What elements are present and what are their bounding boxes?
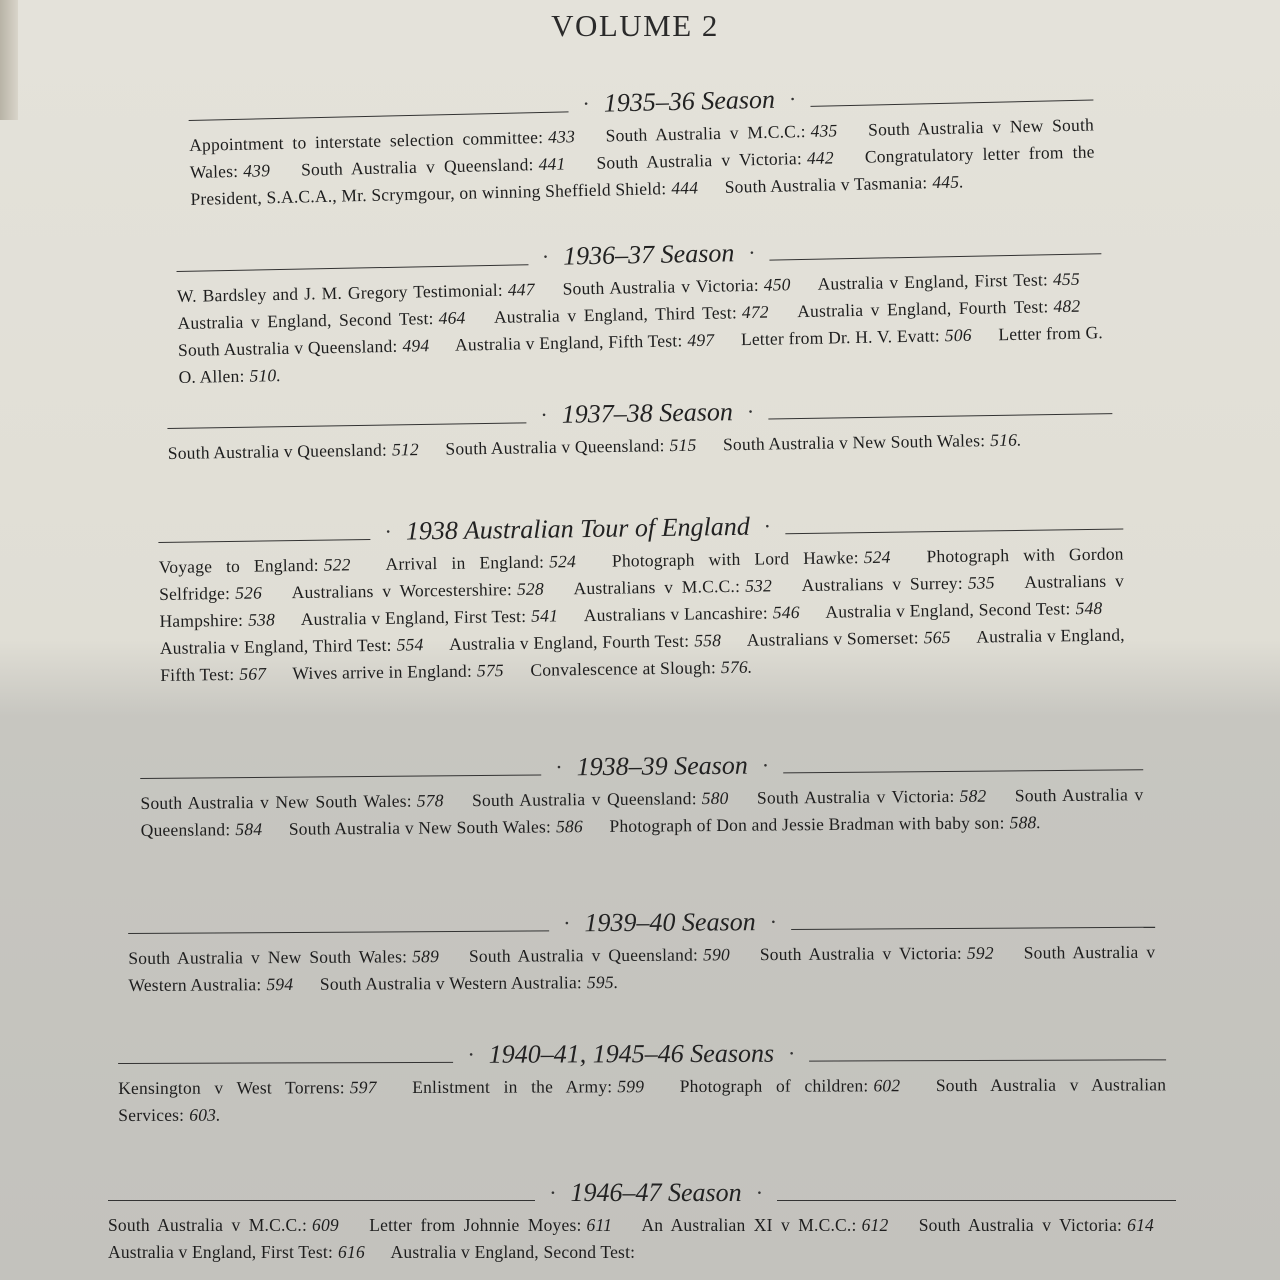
entry-title: South Australia v New South Wales: <box>722 430 986 455</box>
heading-bullet: · <box>746 398 755 424</box>
heading-bullet: · <box>769 909 778 935</box>
contents-entry <box>455 330 715 355</box>
contents-entry <box>301 605 559 629</box>
section-heading: 1935–36 Season <box>603 84 776 118</box>
entry-page-number: 524 <box>548 551 577 572</box>
section-heading: 1936–37 Season <box>562 238 735 271</box>
volume-title: VOLUME 2 <box>551 8 719 43</box>
heading-bullet: · <box>788 86 797 112</box>
entry-title: South Australia v M.C.C.: <box>108 1215 308 1235</box>
entry-title: South Australia v Queensland: <box>167 439 388 463</box>
heading-bullet: · <box>541 243 550 269</box>
entry-title: Australians v Surrey: <box>801 572 964 596</box>
section-heading: 1938 Australian Tour of England <box>405 511 750 546</box>
section-heading-row <box>108 1172 1176 1208</box>
heading-rule-right <box>809 1059 1166 1061</box>
entry-title: South Australia v Victoria: <box>759 942 963 965</box>
entry-title: W. Bardsley and J. M. Gregory Testimonial: <box>176 279 504 306</box>
entry-page-number: 595. <box>586 972 619 993</box>
entry-page-number: 611 <box>586 1215 613 1235</box>
entry-page-number: 580 <box>701 787 729 809</box>
entry-title: South Australia v Victoria: <box>562 274 759 299</box>
section-entries <box>108 1212 1176 1266</box>
entry-page-number: 522 <box>323 554 351 575</box>
entry-title: Australia v England, First Test: <box>300 605 527 630</box>
season-section <box>176 225 1104 391</box>
contents-entry <box>159 554 351 577</box>
section-entries <box>189 111 1096 213</box>
section-entries <box>177 265 1104 391</box>
section-heading-row <box>140 741 1143 786</box>
entry-title: Australians v Hampshire: <box>159 570 1125 631</box>
heading-bullet: · <box>582 90 591 117</box>
entry-title: South Australia v Tasmania: <box>724 172 928 197</box>
entry-title: South Australia v M.C.C.: <box>605 121 806 146</box>
entry-title: South Australia v New South Wales: <box>189 114 1095 182</box>
entry-title: An Australian XI v M.C.C.: <box>641 1215 857 1235</box>
entry-page-number: 515 <box>669 434 697 456</box>
entry-title: Australia v England, Third Test: <box>159 634 392 658</box>
contents-entry <box>562 274 790 298</box>
entry-title: Australians v Lancashire: <box>583 602 768 626</box>
contents-entry <box>741 325 972 349</box>
heading-rule-left <box>108 1200 535 1201</box>
section-entries <box>140 781 1143 844</box>
entry-page-number: 512 <box>391 439 420 460</box>
contents-entry <box>412 1076 644 1097</box>
contents-entry <box>385 551 576 574</box>
contents-entry <box>472 788 729 810</box>
entry-page-number: 614 <box>1127 1215 1154 1235</box>
entry-page-number: 445. <box>932 171 965 193</box>
entry-title: Australia v England, Second Test: <box>390 1242 636 1262</box>
entry-page-number: 576. <box>720 656 753 678</box>
entry-title: Voyage to England: <box>158 554 319 577</box>
contents-entry <box>596 147 834 172</box>
season-section <box>158 501 1125 689</box>
contents-entry <box>797 296 1080 321</box>
entry-title: Australia v England, First Test: <box>817 269 1049 294</box>
entry-title: Australians v Somerset: <box>746 627 919 650</box>
entry-title: South Australia v New South Wales: <box>288 816 552 839</box>
section-heading-row <box>128 899 1155 941</box>
contents-entry <box>530 657 752 680</box>
contents-entry <box>612 547 891 571</box>
contents-entry <box>369 1215 612 1235</box>
entry-title: South Australia v New South Wales: <box>140 790 412 813</box>
heading-rule-left <box>177 264 528 272</box>
contents-entry <box>609 812 1041 836</box>
contents-entry <box>919 1215 1154 1235</box>
section-heading: 1937–38 Season <box>561 397 734 429</box>
entry-title: Congratulatory letter from the President, S.A.C.A., Mr. Scrymgour, on winning Sheffield Shield: <box>190 141 1095 209</box>
entry-page-number: 590 <box>703 944 730 965</box>
entry-title: Australia v England, First Test: <box>108 1242 334 1262</box>
entry-page-number: 439 <box>242 160 271 181</box>
entry-page-number: 599 <box>617 1076 645 1097</box>
contents-entry <box>108 1242 365 1262</box>
contents-entry <box>178 335 430 360</box>
entry-page-number: 558 <box>694 630 722 651</box>
entry-title: Convalescence at Slough: <box>530 657 717 680</box>
entry-page-number: 528 <box>516 578 545 599</box>
heading-bullet: · <box>384 518 393 544</box>
entry-page-number: 541 <box>531 605 559 626</box>
contents-entry <box>725 171 964 196</box>
entry-page-number: 609 <box>312 1215 339 1235</box>
contents-entry <box>573 575 772 598</box>
contents-entry <box>160 634 424 658</box>
entry-title: Letter from Johnnie Moyes: <box>369 1215 582 1235</box>
heading-rule-left <box>189 111 569 121</box>
heading-bullet: · <box>755 1180 764 1205</box>
entry-page-number: 554 <box>396 634 424 655</box>
entry-page-number: 548 <box>1075 597 1103 619</box>
contents-entry <box>292 579 544 603</box>
entry-page-number: 546 <box>772 602 800 623</box>
entry-page-number: 588. <box>1009 812 1042 833</box>
entry-page-number: 494 <box>402 335 430 356</box>
entry-page-number: 441 <box>538 153 566 175</box>
heading-bullet: · <box>555 754 563 780</box>
entry-title: Wives arrive in England: <box>292 660 473 684</box>
entry-title: Australia v England, Fifth Test: <box>160 624 1125 685</box>
contents-entry <box>320 972 619 994</box>
entry-page-number: 444 <box>671 177 699 199</box>
entry-page-number: 506 <box>944 324 972 346</box>
entry-title: Australia v England, Fourth Test: <box>449 630 690 654</box>
entry-title: Kensington v West Torrens: <box>118 1077 345 1098</box>
entry-page-number: 594 <box>266 973 294 995</box>
entry-page-number: 612 <box>861 1215 889 1235</box>
entry-page-number: 435 <box>810 120 838 141</box>
section-entries <box>118 1071 1166 1129</box>
entry-title: South Australia v New South Wales: <box>128 946 408 968</box>
contents-entry <box>168 439 419 463</box>
entry-title: Australia v England, Second Test: <box>825 598 1071 622</box>
section-heading: 1940–41, 1945–46 Seasons <box>488 1038 775 1069</box>
heading-rule-left <box>158 539 370 543</box>
entry-page-number: 592 <box>966 942 994 963</box>
heading-rule-left <box>128 930 549 934</box>
entry-page-number: 567 <box>239 663 267 684</box>
entry-title: South Australia v Australian Services: <box>118 1074 1167 1125</box>
contents-entry <box>140 790 443 813</box>
contents-entry <box>584 602 800 625</box>
entry-title: Photograph of children: <box>679 1075 869 1097</box>
heading-bullet: · <box>748 239 756 266</box>
contents-entry <box>469 944 730 966</box>
heading-rule-left <box>118 1062 453 1064</box>
contents-entry <box>108 1215 339 1235</box>
season-section <box>108 1172 1176 1266</box>
entry-page-number: 532 <box>744 575 773 596</box>
season-section <box>167 385 1113 467</box>
contents-entry <box>825 598 1102 622</box>
entry-title: South Australia v Victoria: <box>596 148 803 173</box>
entry-page-number: 442 <box>806 147 835 168</box>
entry-page-number: 578 <box>416 790 444 811</box>
entry-page-number: 589 <box>412 946 440 967</box>
season-section <box>118 1031 1166 1129</box>
contents-entry <box>494 302 769 327</box>
entry-page-number: 433 <box>547 126 576 147</box>
entry-title: Australia v England, Third Test: <box>493 302 738 327</box>
entry-page-number: 582 <box>959 785 987 806</box>
entry-title: South Australia v Queensland: <box>468 944 699 966</box>
entry-title: Photograph with Lord Hawke: <box>611 547 859 571</box>
entry-title: Letter from G. O. Allen: <box>178 322 1104 387</box>
contents-entry <box>680 1075 901 1096</box>
entry-title: Australians v Worcestershire: <box>291 579 513 603</box>
section-heading: 1946–47 Season <box>570 1178 742 1207</box>
entry-page-number: 447 <box>507 279 535 300</box>
entry-page-number: 538 <box>248 609 276 630</box>
heading-rule-right <box>770 253 1102 260</box>
contents-entry <box>445 435 696 459</box>
heading-rule-right <box>768 413 1112 419</box>
heading-rule-left <box>167 422 526 429</box>
contents-entry <box>292 660 504 683</box>
contents-entry <box>449 630 721 654</box>
heading-rule-right <box>783 769 1143 773</box>
contents-entry <box>177 307 465 333</box>
entry-title: Australia v England, Fifth Test: <box>454 330 683 355</box>
heading-rule-right <box>785 529 1123 535</box>
entry-page-number: 603. <box>189 1104 221 1125</box>
contents-entry <box>177 279 535 306</box>
entry-title: Appointment to interstate selection committee: <box>188 126 544 155</box>
heading-bullet: · <box>467 1041 475 1067</box>
heading-bullet: · <box>763 513 772 539</box>
entry-page-number: 524 <box>863 546 891 568</box>
entry-title: Letter from Dr. H. V. Evatt: <box>740 325 941 350</box>
contents-entry <box>817 269 1080 294</box>
heading-rule-right <box>791 927 1155 930</box>
contents-entry <box>802 572 995 595</box>
contents-entry <box>605 120 837 145</box>
contents-entry <box>128 946 439 968</box>
heading-bullet: · <box>761 752 770 778</box>
entry-page-number: 464 <box>438 307 466 328</box>
entry-title: South Australia v Queensland: <box>177 335 398 360</box>
entry-page-number: 450 <box>763 274 791 295</box>
entry-title: Enlistment in the Army: <box>412 1076 613 1097</box>
entry-title: Photograph of Don and Jessie Bradman with baby son: <box>609 812 1005 836</box>
section-heading-row <box>118 1031 1166 1071</box>
entry-page-number: 586 <box>555 816 583 837</box>
entry-page-number: 472 <box>741 301 769 323</box>
entry-page-number: 526 <box>234 582 263 603</box>
entry-title: South Australia v Queensland: <box>140 784 1144 840</box>
entry-title: Australia v England, Fourth Test: <box>797 296 1049 322</box>
section-heading: 1939–40 Season <box>584 907 756 938</box>
contents-entry <box>391 1242 636 1262</box>
entry-title: South Australia v Western Australia: <box>128 941 1156 995</box>
heading-rule-left <box>140 774 541 779</box>
contents-entry <box>301 153 566 179</box>
entry-page-number: 602 <box>873 1075 901 1096</box>
entry-title: Australians v M.C.C.: <box>573 575 741 599</box>
contents-entry <box>641 1215 888 1235</box>
entry-title: South Australia v Western Australia: <box>319 972 583 994</box>
entry-title: Australia v England, Second Test: <box>177 308 434 333</box>
heading-rule-right <box>777 1200 1176 1201</box>
entry-page-number: 584 <box>235 818 263 840</box>
entry-title: Photograph with Gordon Selfridge: <box>158 543 1124 604</box>
contents-entry <box>723 430 1022 455</box>
entry-page-number: 516. <box>990 429 1022 451</box>
entry-page-number: 597 <box>349 1077 377 1098</box>
entry-title: South Australia v Queensland: <box>471 788 697 811</box>
heading-bullet: · <box>787 1040 796 1066</box>
season-section <box>128 899 1156 999</box>
section-heading: 1938–39 Season <box>576 750 748 782</box>
section-entries <box>159 541 1126 689</box>
heading-bullet: · <box>563 910 571 936</box>
entry-page-number: 535 <box>967 572 995 593</box>
entry-page-number: 510. <box>249 365 282 386</box>
heading-bullet: · <box>540 402 548 428</box>
entry-page-number: 616 <box>338 1242 365 1262</box>
heading-bullet: · <box>549 1180 557 1205</box>
contents-entry <box>189 126 575 155</box>
entry-title: South Australia v Queensland: <box>445 435 665 459</box>
contents-entry <box>289 816 583 839</box>
section-entries <box>128 939 1155 999</box>
contents-entry <box>118 1077 377 1098</box>
entry-page-number: 455 <box>1052 268 1081 290</box>
entry-title: South Australia v Victoria: <box>918 1215 1123 1235</box>
entry-page-number: 497 <box>687 329 715 351</box>
contents-entry <box>760 943 994 964</box>
entry-title: South Australia v Victoria: <box>756 785 955 808</box>
entry-page-number: 575 <box>476 660 504 681</box>
contents-entry <box>747 627 951 650</box>
entry-page-number: 565 <box>923 626 951 648</box>
heading-rule-right <box>810 99 1093 106</box>
entry-title: South Australia v Queensland: <box>300 154 534 180</box>
season-section <box>140 741 1144 844</box>
entry-title: Arrival in England: <box>385 551 545 574</box>
entry-page-number: 482 <box>1053 295 1081 317</box>
season-section <box>188 71 1096 213</box>
contents-entry <box>757 786 987 808</box>
